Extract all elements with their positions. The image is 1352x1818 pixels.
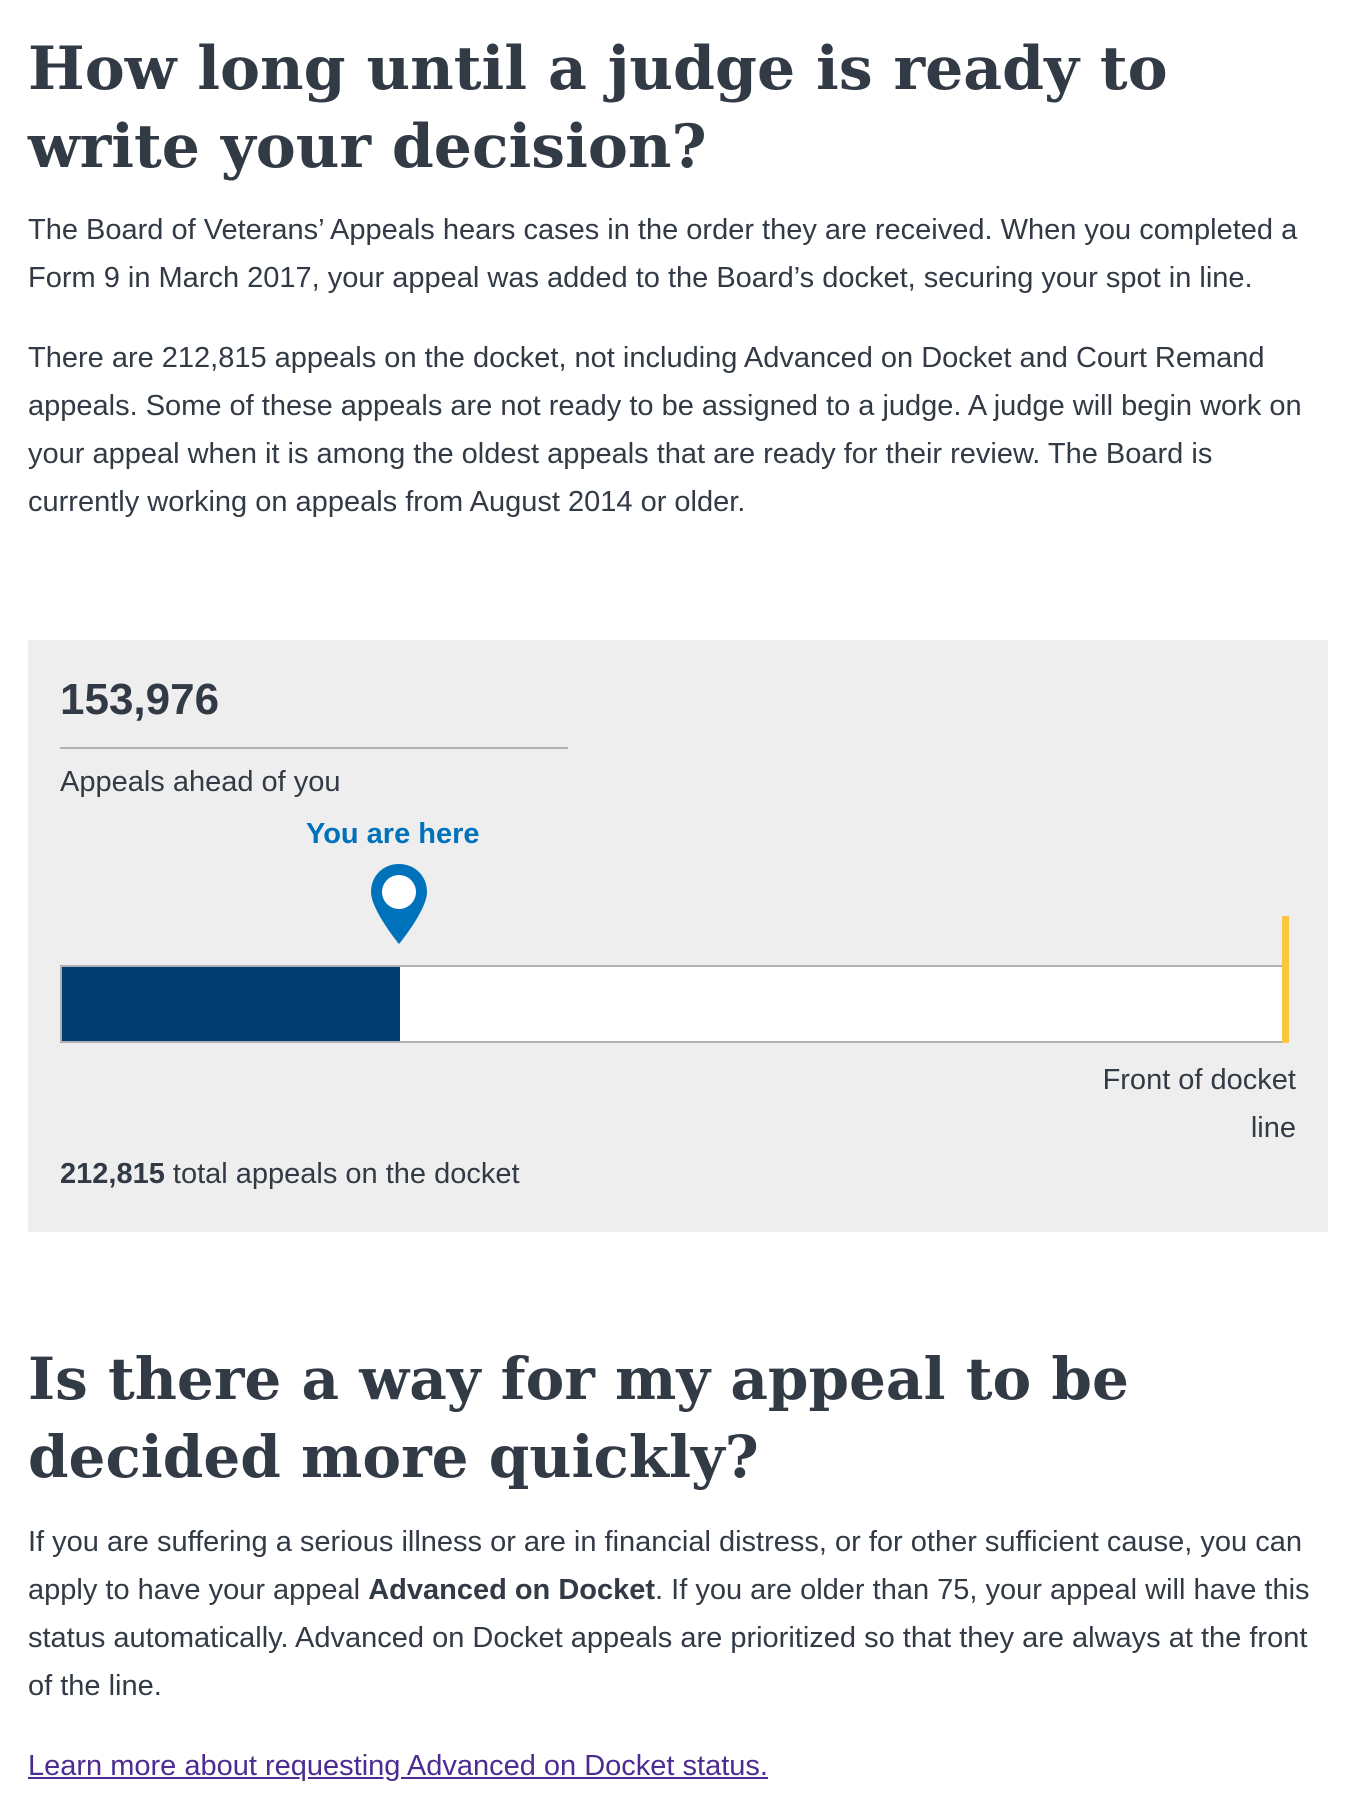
appeals-ahead-count: 153,976 [60,675,220,724]
docket-progress-bar [60,965,1286,1043]
aod-paragraph [28,1518,1328,1710]
total-appeals-label: total appeals on the docket [164,1158,520,1190]
map-pin-icon [369,862,429,946]
aod-text-before: If you are suffering a serious illness or are in financial distress, or for other sufficient cause, you can apply to have your appeal [28,1526,1302,1606]
section-heading-faster: Is there a way for my appeal to be decided more quickly? [28,1345,1129,1491]
total-appeals [60,1154,520,1194]
page-title: How long until a judge is ready to write your decision? [28,34,1168,182]
intro-paragraph-2: There are 212,815 appeals on the docket, not including Advanced on Docket and Court Remand appeals. Some of these appeals are not ready to be assigned to a judge. A judge will begin work on your appeal when it is among the oldest appeals that are ready for their review. The Board is currently working on appeals from August 2014 or older. [28,342,1302,518]
appeals-ahead-label: Appeals ahead of you [60,766,341,798]
total-appeals-count: 212,815 [60,1158,165,1190]
learn-more-aod-link[interactable]: Learn more about requesting Advanced on Docket status. [28,1750,768,1782]
docket-panel [28,640,1328,1232]
divider [60,747,568,749]
aod-bold-term: Advanced on Docket [368,1574,656,1606]
aod-text-after: . If you are older than 75, your appeal will have this status automatically. Advanced on Docket appeals are prioritized so that they are always at the front of the line. [28,1574,1310,1702]
you-are-here-label: You are here [306,818,480,850]
docket-progress-fill [62,967,400,1041]
front-of-line-marker [1282,916,1289,1043]
intro-paragraph-1: The Board of Veterans’ Appeals hears cases in the order they are received. When you completed a Form 9 in March 2017, your appeal was added to the Board’s docket, securing your spot in line. [28,214,1298,294]
front-of-line-label: Front of docket line [1102,1064,1296,1144]
